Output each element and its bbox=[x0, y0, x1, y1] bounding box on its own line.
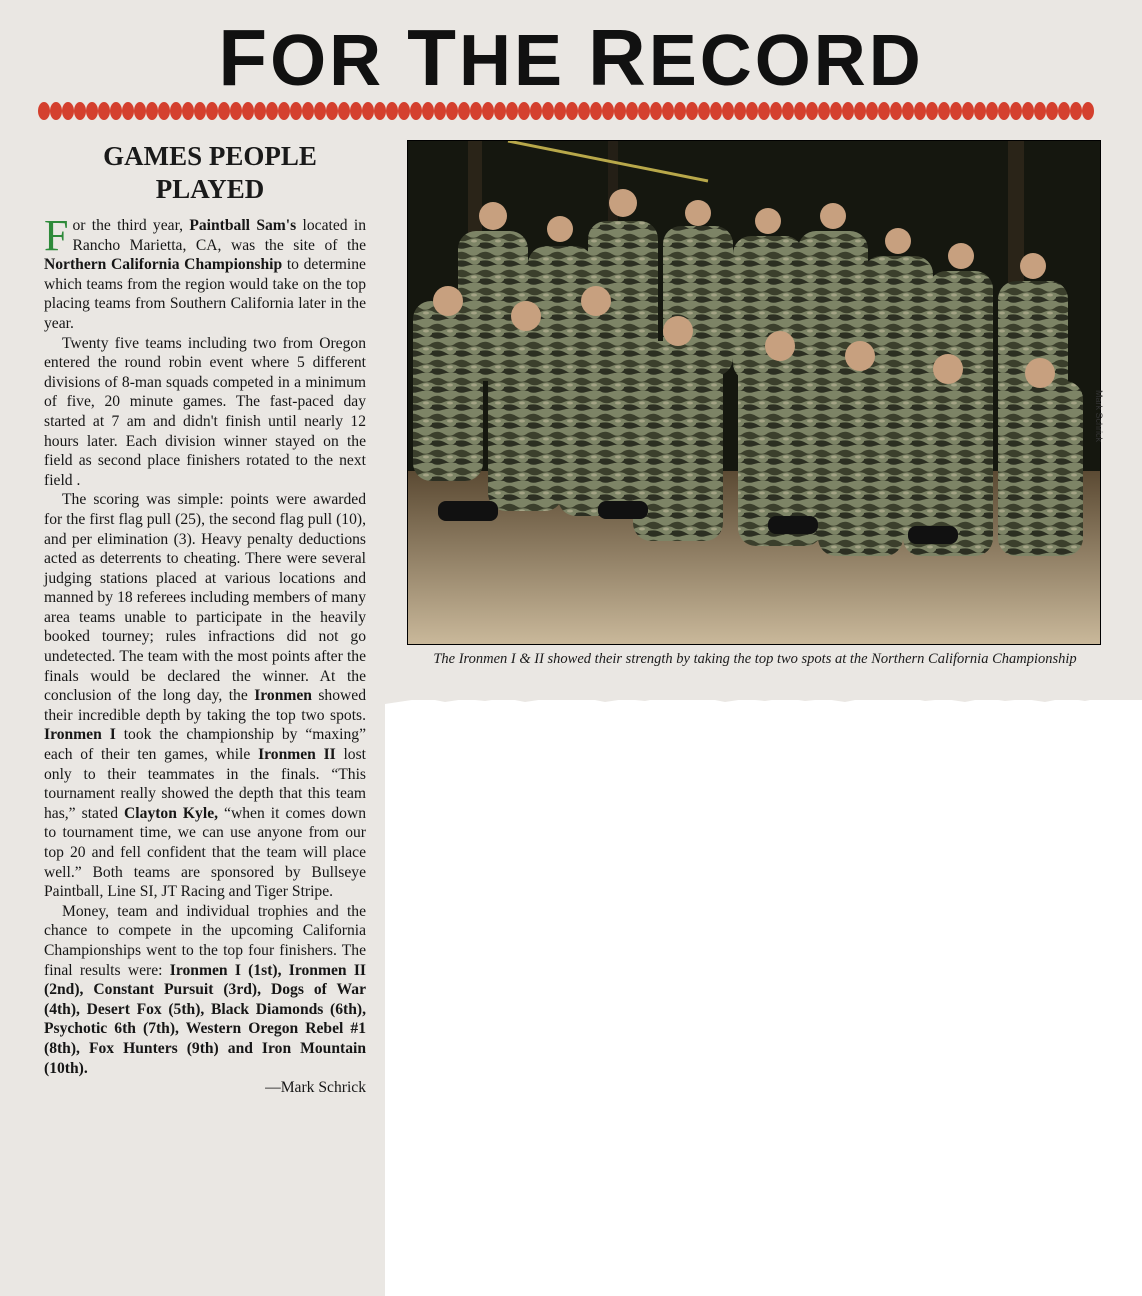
headline-line-1: GAMES PEOPLE bbox=[103, 141, 317, 171]
divider-dot bbox=[494, 102, 506, 120]
divider-dot bbox=[950, 102, 962, 120]
divider-dot bbox=[770, 102, 782, 120]
divider-dot bbox=[326, 102, 338, 120]
bold-text: Clayton Kyle, bbox=[124, 804, 219, 822]
divider-dot bbox=[554, 102, 566, 120]
divider-dot bbox=[1022, 102, 1034, 120]
divider-dot bbox=[422, 102, 434, 120]
divider-dot bbox=[782, 102, 794, 120]
divider-dot bbox=[842, 102, 854, 120]
divider-dot bbox=[242, 102, 254, 120]
divider-dot bbox=[818, 102, 830, 120]
divider-dot bbox=[170, 102, 182, 120]
divider-dot bbox=[866, 102, 878, 120]
divider-dot bbox=[698, 102, 710, 120]
divider-dot bbox=[794, 102, 806, 120]
masthead-rest-2: HE bbox=[458, 21, 565, 101]
divider-dot bbox=[962, 102, 974, 120]
divider-dot bbox=[74, 102, 86, 120]
divider-dot bbox=[974, 102, 986, 120]
article-headline bbox=[40, 140, 380, 206]
divider-dot bbox=[182, 102, 194, 120]
photo-caption: The Ironmen I & II showed their strength by taking the top two spots at the Northern California Championship bbox=[433, 651, 1077, 667]
divider-dot bbox=[230, 102, 242, 120]
divider-dot bbox=[362, 102, 374, 120]
divider-dot bbox=[470, 102, 482, 120]
divider-dot bbox=[722, 102, 734, 120]
text: Money, team and individual trophies and the chance to compete in the upcoming California Championships went to the top four finishers. The final results were: bbox=[44, 902, 366, 979]
divider-dot bbox=[830, 102, 842, 120]
text: took the championship by “maxing” each of their ten games, while bbox=[44, 726, 366, 764]
divider-dot bbox=[458, 102, 470, 120]
headline-line-2: PLAYED bbox=[155, 174, 265, 204]
divider-dot bbox=[578, 102, 590, 120]
divider-dot bbox=[806, 102, 818, 120]
divider-dot bbox=[86, 102, 98, 120]
paragraph-4 bbox=[44, 902, 366, 1078]
torn-edge bbox=[385, 690, 1142, 710]
divider-dot bbox=[542, 102, 554, 120]
divider-dot bbox=[194, 102, 206, 120]
text: lost only to their teammates in the finals. “This tournament really showed the depth that this team has,” stated bbox=[44, 746, 366, 822]
paragraph-2: Twenty five teams including two from Oregon entered the round robin event where 5 different divisions of 8-man squads competed in a minimum of five, 20 minute games. The fast-paced day started at 7 am and didn't finish until nearly 12 hours later. Each division winner stayed on the field as second place finishers rotated to the next field . bbox=[44, 334, 366, 489]
divider-dot bbox=[206, 102, 218, 120]
divider-dot bbox=[506, 102, 518, 120]
divider-dot bbox=[254, 102, 266, 120]
divider-dot bbox=[638, 102, 650, 120]
divider-dot bbox=[98, 102, 110, 120]
divider-dot bbox=[290, 102, 302, 120]
divider-dot bbox=[926, 102, 938, 120]
divider-dot bbox=[878, 102, 890, 120]
divider-dot bbox=[1058, 102, 1070, 120]
masthead-rest-1: OR bbox=[270, 21, 385, 101]
divider-dot bbox=[38, 102, 50, 120]
text: or the third year, bbox=[72, 217, 190, 234]
divider-dot bbox=[686, 102, 698, 120]
paragraph-3 bbox=[44, 490, 366, 901]
divider-dot bbox=[350, 102, 362, 120]
divider-dot bbox=[518, 102, 530, 120]
bold-text: Northern California Championship bbox=[44, 256, 283, 274]
divider-dot bbox=[530, 102, 542, 120]
bold-text: Paintball Sam's bbox=[189, 217, 297, 234]
divider-dot bbox=[914, 102, 926, 120]
divider-dot bbox=[602, 102, 614, 120]
divider-dot bbox=[998, 102, 1010, 120]
masthead-title bbox=[0, 13, 1142, 102]
divider-dot bbox=[674, 102, 686, 120]
bold-text: Ironmen I (1st), Ironmen II (2nd), Constant Pursuit (3rd), Dogs of War (4th), Desert Fox (5th), Black Diamonds (6th), Psychotic 6th (7th), Western Oregon Rebel #1 (8th), Fox Hunters (9th) and Iron Mountain (10th). bbox=[44, 961, 366, 1077]
divider-dot bbox=[314, 102, 326, 120]
text: The scoring was simple: points were awarded for the first flag pull (25), the second flag pull (10), and per elimination (3). Heavy penalty deductions acted as deterrents to cheating. There were several judging stations placed at various locations and manned by 18 referees including members of many area teams unable to participate in the heavily booked tourney; rules infractions did not go undetected. The team with the most points after the finals would be declared the winner. At the conclusion of the long day, the bbox=[44, 491, 366, 705]
divider-dot bbox=[626, 102, 638, 120]
divider-dot bbox=[446, 102, 458, 120]
divider-dot bbox=[338, 102, 350, 120]
text: showed their incredible depth by taking the top two spots. bbox=[44, 687, 366, 724]
divider-dot bbox=[218, 102, 230, 120]
divider-dot bbox=[1034, 102, 1046, 120]
bold-text: Ironmen bbox=[254, 687, 312, 705]
bold-text: Ironmen II bbox=[258, 746, 336, 764]
drop-cap: F bbox=[44, 211, 69, 260]
paragraph-1 bbox=[44, 211, 366, 334]
text: “when it comes down to tournament time, we can use anyone from our top 20 and fell confident that the team will place well.” Both teams are sponsored by Bullseye Paintball, Line SI, JT Racing and Tiger Stripe. bbox=[44, 804, 366, 901]
divider-dot bbox=[590, 102, 602, 120]
divider-dot bbox=[122, 102, 134, 120]
divider-dot bbox=[650, 102, 662, 120]
divider-dot bbox=[890, 102, 902, 120]
divider-dot bbox=[938, 102, 950, 120]
divider-dot bbox=[374, 102, 386, 120]
divider-dot bbox=[566, 102, 578, 120]
team-photo bbox=[407, 140, 1101, 645]
text: located in Rancho Marietta, CA, was the site of the bbox=[72, 217, 366, 254]
divider-dot bbox=[302, 102, 314, 120]
divider-dot bbox=[758, 102, 770, 120]
divider-dot bbox=[734, 102, 746, 120]
divider-dot bbox=[1082, 102, 1094, 120]
divider-dot bbox=[158, 102, 170, 120]
divider-dot bbox=[278, 102, 290, 120]
divider-dot bbox=[134, 102, 146, 120]
divider-dot bbox=[1070, 102, 1082, 120]
divider-dot bbox=[398, 102, 410, 120]
divider-dot bbox=[1046, 102, 1058, 120]
divider-dot bbox=[62, 102, 74, 120]
divider-dot bbox=[110, 102, 122, 120]
divider-dot bbox=[986, 102, 998, 120]
divider-dot bbox=[1010, 102, 1022, 120]
masthead-rest-3: ECORD bbox=[648, 21, 924, 101]
divider-dot bbox=[614, 102, 626, 120]
byline: —Mark Schrick bbox=[265, 1079, 366, 1097]
divider-dot bbox=[710, 102, 722, 120]
masthead-cap-1: F bbox=[218, 13, 271, 102]
bold-text: Ironmen I bbox=[44, 726, 116, 744]
text: to determine which teams from the region would take on the top placing teams from Southern California later in the year. bbox=[44, 256, 366, 332]
divider-dot bbox=[746, 102, 758, 120]
divider-dot bbox=[50, 102, 62, 120]
divider-dot bbox=[146, 102, 158, 120]
divider-dot bbox=[902, 102, 914, 120]
divider-dot bbox=[386, 102, 398, 120]
dotted-divider bbox=[38, 100, 1094, 122]
divider-dot bbox=[434, 102, 446, 120]
divider-dot bbox=[482, 102, 494, 120]
divider-dot bbox=[854, 102, 866, 120]
article-body bbox=[44, 211, 366, 1098]
team-photo-illustration bbox=[408, 141, 1100, 644]
divider-dot bbox=[266, 102, 278, 120]
photo-credit: Mark Schrick bbox=[1094, 390, 1104, 443]
masthead-cap-3: R bbox=[588, 13, 649, 102]
divider-dot bbox=[662, 102, 674, 120]
divider-dot bbox=[410, 102, 422, 120]
masthead-cap-2: T bbox=[407, 13, 459, 102]
